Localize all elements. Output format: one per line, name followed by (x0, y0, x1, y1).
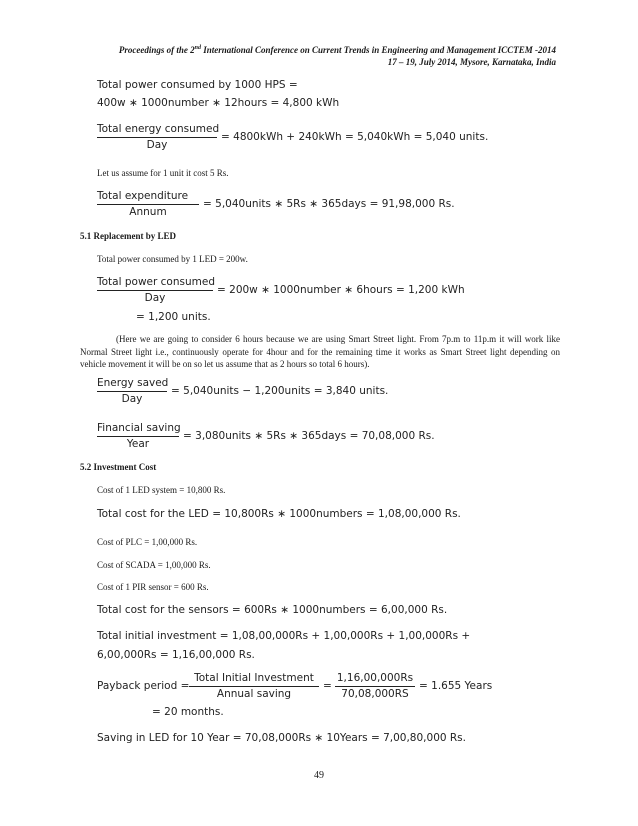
financial-saving-denominator: Year (126, 438, 150, 450)
saving-led-equation: Saving in LED for 10 Year = 70,08,000Rs ∗ 10Years = 7,00,80,000 Rs. (97, 732, 466, 744)
led-power-denominator: Day (144, 292, 166, 304)
led-power-text: Total power consumed by 1 LED = 200w. (97, 254, 248, 264)
scada-cost-text: Cost of SCADA = 1,00,000 Rs. (97, 560, 211, 570)
financial-saving-numerator: Financial saving (97, 422, 181, 434)
initial-investment-line1: Total initial investment = 1,08,00,000Rs + 1,00,000Rs + 1,00,000Rs + (97, 630, 471, 642)
energy-denominator: Day (146, 139, 168, 151)
led-power-units: = 1,200 units. (136, 311, 211, 323)
expenditure-denominator: Annum (129, 206, 167, 218)
energy-saved-result: = 5,040units − 1,200units = 3,840 units. (171, 385, 389, 397)
section-5-1-heading: 5.1 Replacement by LED (80, 231, 176, 241)
energy-numerator: Total energy consumed (97, 123, 220, 135)
energy-saved-numerator: Energy saved (97, 377, 169, 389)
payback-denominator-value: 70,08,000RS (341, 688, 409, 700)
fraction-bar (97, 137, 217, 138)
led-power-equation (97, 276, 477, 308)
fraction-bar (97, 436, 179, 437)
fraction-bar (97, 391, 167, 392)
payback-equation (97, 672, 493, 704)
smart-light-paragraph (80, 333, 560, 371)
fraction-bar (97, 204, 199, 205)
led-total-equation: Total cost for the LED = 10,800Rs ∗ 1000numbers = 1,08,00,000 Rs. (97, 508, 461, 520)
fraction-bar (335, 686, 415, 687)
energy-equation (97, 123, 517, 155)
running-header-line2: 17 – 19, July 2014, Mysore, Karnataka, India (387, 57, 556, 67)
page-number: 49 (314, 770, 324, 781)
expenditure-result: = 5,040units ∗ 5Rs ∗ 365days = 91,98,000 Rs. (203, 198, 455, 210)
led-cost-text: Cost of 1 LED system = 10,800 Rs. (97, 485, 226, 495)
energy-saved-denominator: Day (121, 393, 143, 405)
pir-cost-text: Cost of 1 PIR sensor = 600 Rs. (97, 582, 209, 592)
assume-cost-text: Let us assume for 1 unit it cost 5 Rs. (97, 168, 229, 178)
initial-investment-line2: 6,00,000Rs = 1,16,00,000 Rs. (97, 649, 255, 661)
led-power-numerator: Total power consumed (97, 276, 215, 288)
sensors-total-equation: Total cost for the sensors = 600Rs ∗ 1000numbers = 6,00,000 Rs. (97, 604, 448, 616)
fraction-bar (97, 290, 213, 291)
fraction-bar (189, 686, 319, 687)
payback-months: = 20 months. (152, 706, 224, 718)
payback-equals: = (323, 680, 332, 692)
payback-result: = 1.655 Years (419, 680, 493, 692)
section-5-2-heading: 5.2 Investment Cost (80, 462, 157, 472)
expenditure-equation (97, 190, 457, 222)
led-power-result: = 200w ∗ 1000number ∗ 6hours = 1,200 kWh (217, 284, 465, 296)
payback-numerator: Total Initial Investment (194, 672, 314, 684)
payback-denominator: Annual saving (216, 688, 292, 700)
payback-numerator-value: 1,16,00,000Rs (336, 672, 414, 684)
plc-cost-text: Cost of PLC = 1,00,000 Rs. (97, 537, 198, 547)
energy-saved-equation (97, 377, 417, 409)
expenditure-numerator: Total expenditure (97, 190, 189, 202)
financial-saving-equation (97, 422, 457, 454)
financial-saving-result: = 3,080units ∗ 5Rs ∗ 365days = 70,08,000 Rs. (183, 430, 435, 442)
hps-equation-line1: Total power consumed by 1000 HPS = (97, 79, 298, 91)
hps-equation-line2: 400w ∗ 1000number ∗ 12hours = 4,800 kWh (97, 97, 340, 109)
running-header-line1: Proceedings of the 2nd International Conference on Current Trends in Engineering and Management ICCTEM -2014 (118, 45, 556, 55)
payback-label: Payback period = (97, 680, 190, 692)
energy-result: = 4800kWh + 240kWh = 5,040kWh = 5,040 units. (221, 131, 489, 143)
smart-light-text: (Here we are going to consider 6 hours because we are using Smart Street light. From 7p.m to 11p.m it will work like Normal Street light i.e., continuously operate for 4hour and for the remaining time it works as Smart Street light depending on vehicle movement it will be on so let us assume that as 2 hours so total 6 hours). (80, 334, 560, 369)
